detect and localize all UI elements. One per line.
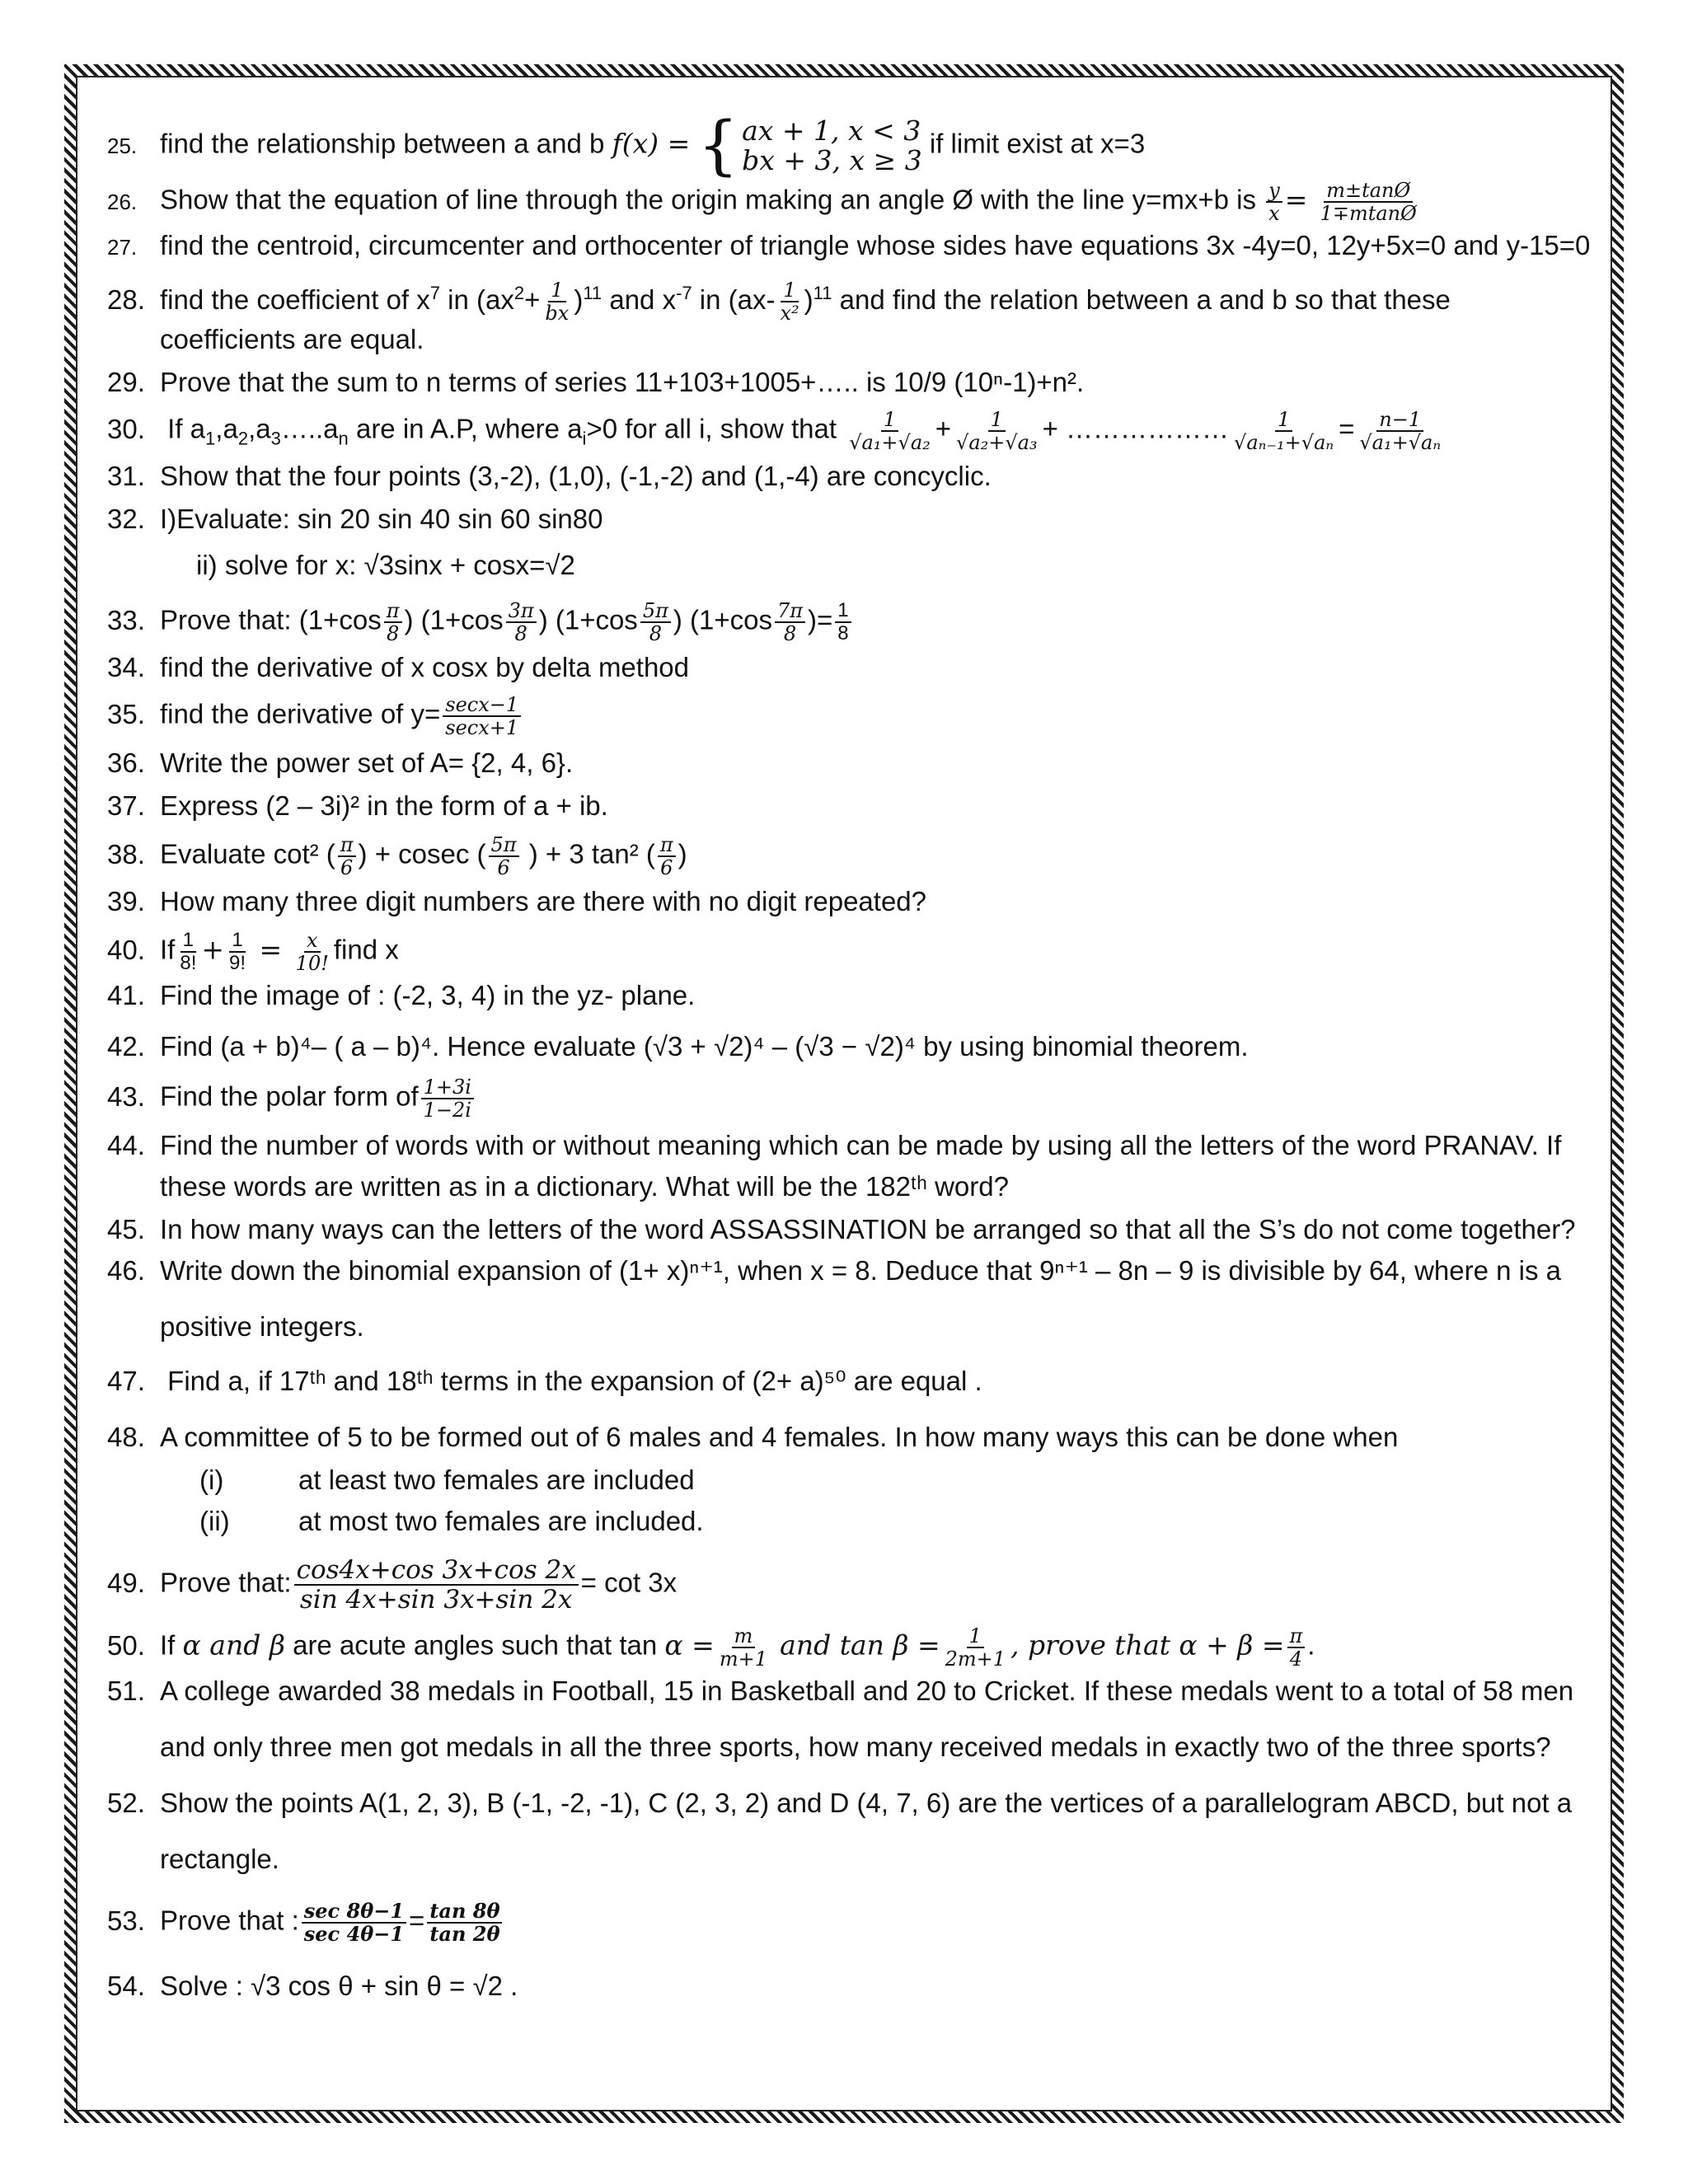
question-31: 31. Show that the four points (3,-2), (1,0), (-1,-2) and (1,-4) are concyclic. [107, 461, 992, 491]
question-46: 46. Write down the binomial expansion of (1+ x)ⁿ⁺¹, when x = 8. Deduce that 9ⁿ⁺¹ – 8n – 9 is divisible by 64, where n is a [107, 1255, 1562, 1286]
question-52-cont: rectangle. [160, 1844, 279, 1874]
question-48-sub-i: (i) at least two females are included [199, 1465, 695, 1495]
question-32-part-ii: ii) solve for x: √3sinx + cosx=√2 [196, 550, 575, 580]
question-48-sub-ii: (ii) at most two females are included. [199, 1506, 704, 1536]
question-25: 25. find the relationship between a and b f(x) = { ax + 1, x < 3 bx + 3, x ≥ 3 if limit exist at x=3 [107, 109, 1146, 183]
question-39: 39. How many three digit numbers are there with no digit repeated? [107, 886, 927, 916]
question-36: 36. Write the power set of A= {2, 4, 6}. [107, 748, 574, 778]
question-28-cont: coefficients are equal. [160, 324, 424, 354]
question-41: 41. Find the image of : (-2, 3, 4) in the yz- plane. [107, 980, 696, 1010]
question-29: 29. Prove that the sum to n terms of series 11+103+1005+….. is 10/9 (10ⁿ-1)+n². [107, 367, 1085, 397]
question-26: 26. Show that the equation of line through the origin making an angle Ø with the line y=mx+b is $\frac{y}{x}$ = $\frac{m\pm\tan Ø}{1\mp mtanØ}$ [107, 179, 1417, 225]
question-46-cont: positive integers. [160, 1311, 364, 1342]
question-49: 49. Prove that: $\frac{\cos 4x+\cos 3x+\cos 2x}{\sin 4x+\sin 3x+\sin 2x}$ = cot 3x [107, 1555, 678, 1615]
question-28: 28. find the coefficient of $x^7$ in ($ax^2+$ $\frac{1}{bx}$ )$^{11}$ and $x^{-7}$ in (ax- $\frac{1}{\text{x²}}$ )$^{11}$ and find the relation between a and b so that these [107, 279, 1451, 326]
question-44-cont: these words are written as in a dictionary. What will be the 182ᵗʰ word? [160, 1171, 1009, 1202]
question-51-cont: and only three men got medals in all the three sports, how many received medals in exactly two of the three sports? [160, 1732, 1551, 1762]
question-47: 47. Find a, if 17ᵗʰ and 18ᵗʰ terms in the expansion of (2+ a)⁵⁰ are equal . [107, 1366, 982, 1396]
question-33: 33. Prove that: (1+cos $\frac{\pi}{8}$ ) (1+cos $\frac{3\pi}{8}$ ) (1+cos $\frac{5\pi}{8}$ ) (1+cos $\frac{7\pi}{8}$ )= $\frac{1}{8}$ [107, 600, 1614, 644]
question-53: 53. Prove that : $\frac{\sec 8\theta-1}{\sec 4\theta-1}$ = $\frac{\tan 8\theta}{\tan 2\theta}$ [107, 1900, 1614, 1945]
question-48: 48. A committee of 5 to be formed out of 6 males and 4 females. In how many ways this can be done when [107, 1422, 1399, 1452]
question-37: 37. Express (2 – 3i)² in the form of a + ib. [107, 790, 608, 821]
question-51: 51. A college awarded 38 medals in Football, 15 in Basketball and 20 to Cricket. If these medals went to a total of 58 men [107, 1675, 1574, 1706]
question-50: 50. If α and β are acute angles such that tan α = $\frac{m}{m+1}$ and tan β = $\frac{1}{2m+1}$ , prove that α + β = $\frac{\pi}{4}$ . [107, 1624, 1315, 1671]
question-52: 52. Show the points A(1, 2, 3), B (-1, -2, -1), C (2, 3, 2) and D (4, 7, 6) are the vertices of a parallelogram ABCD, but not a [107, 1788, 1573, 1818]
piecewise-function: { ax + 1, x < 3 bx + 3, x ≥ 3 [697, 109, 922, 183]
question-44: 44. Find the number of words with or without meaning which can be made by using all the letters of the word PRANAV. If [107, 1130, 1562, 1160]
question-35: 35. find the derivative of y= $\frac{\sec x-1}{\sec x+1}$ [107, 694, 1614, 738]
question-32: 32. I)Evaluate: sin 20 sin 40 sin 60 sin80 [107, 504, 603, 534]
question-54: 54. Solve : √3 cos θ + sin θ = √2 . [107, 1971, 518, 2001]
question-34: 34. find the derivative of x cosx by delta method [107, 652, 690, 682]
question-30: 30. If $a_1,a_2,a_3\dots..a_n$ are in A.P, where $a_i>0$ for all i, show that $\frac{1}{\text{√a₁+√a₂}}$ + $\frac{1}{\text{√a₂+√a₃}}$ + ……………… $\frac{1}{\text{√aₙ₋₁+√aₙ}}$ = $\frac{n-1}{\text{√a₁+√aₙ}}$ [107, 408, 1442, 454]
question-43: 43. Find the polar form of $\frac{1+3i}{1-2i}$ [107, 1076, 1614, 1121]
question-45: 45. In how many ways can the letters of the word ASSASSINATION be arranged so that all the S’s do not come together? [107, 1214, 1576, 1244]
question-42: 42. Find (a + b)⁴– ( a – b)⁴. Hence evaluate (√3 + √2)⁴ – (√3 − √2)⁴ by using binomial theorem. [107, 1031, 1249, 1062]
question-38: 38. Evaluate cot² ( $\frac{\pi}{6}$ ) + cosec ( $\frac{5\pi}{6}$ ) + 3 tan² ( $\frac{\pi}{6}$ ) [107, 833, 687, 879]
question-27: 27. find the centroid, circumcenter and orthocenter of triangle whose sides have equations 3x -4y=0, 12y+5x=0 and y-15=0 [107, 230, 1591, 260]
question-40: 40. If $\frac{1}{8!}$ + $\frac{1}{9!}$ = $\frac{x}{10!}$ find x [107, 929, 399, 975]
